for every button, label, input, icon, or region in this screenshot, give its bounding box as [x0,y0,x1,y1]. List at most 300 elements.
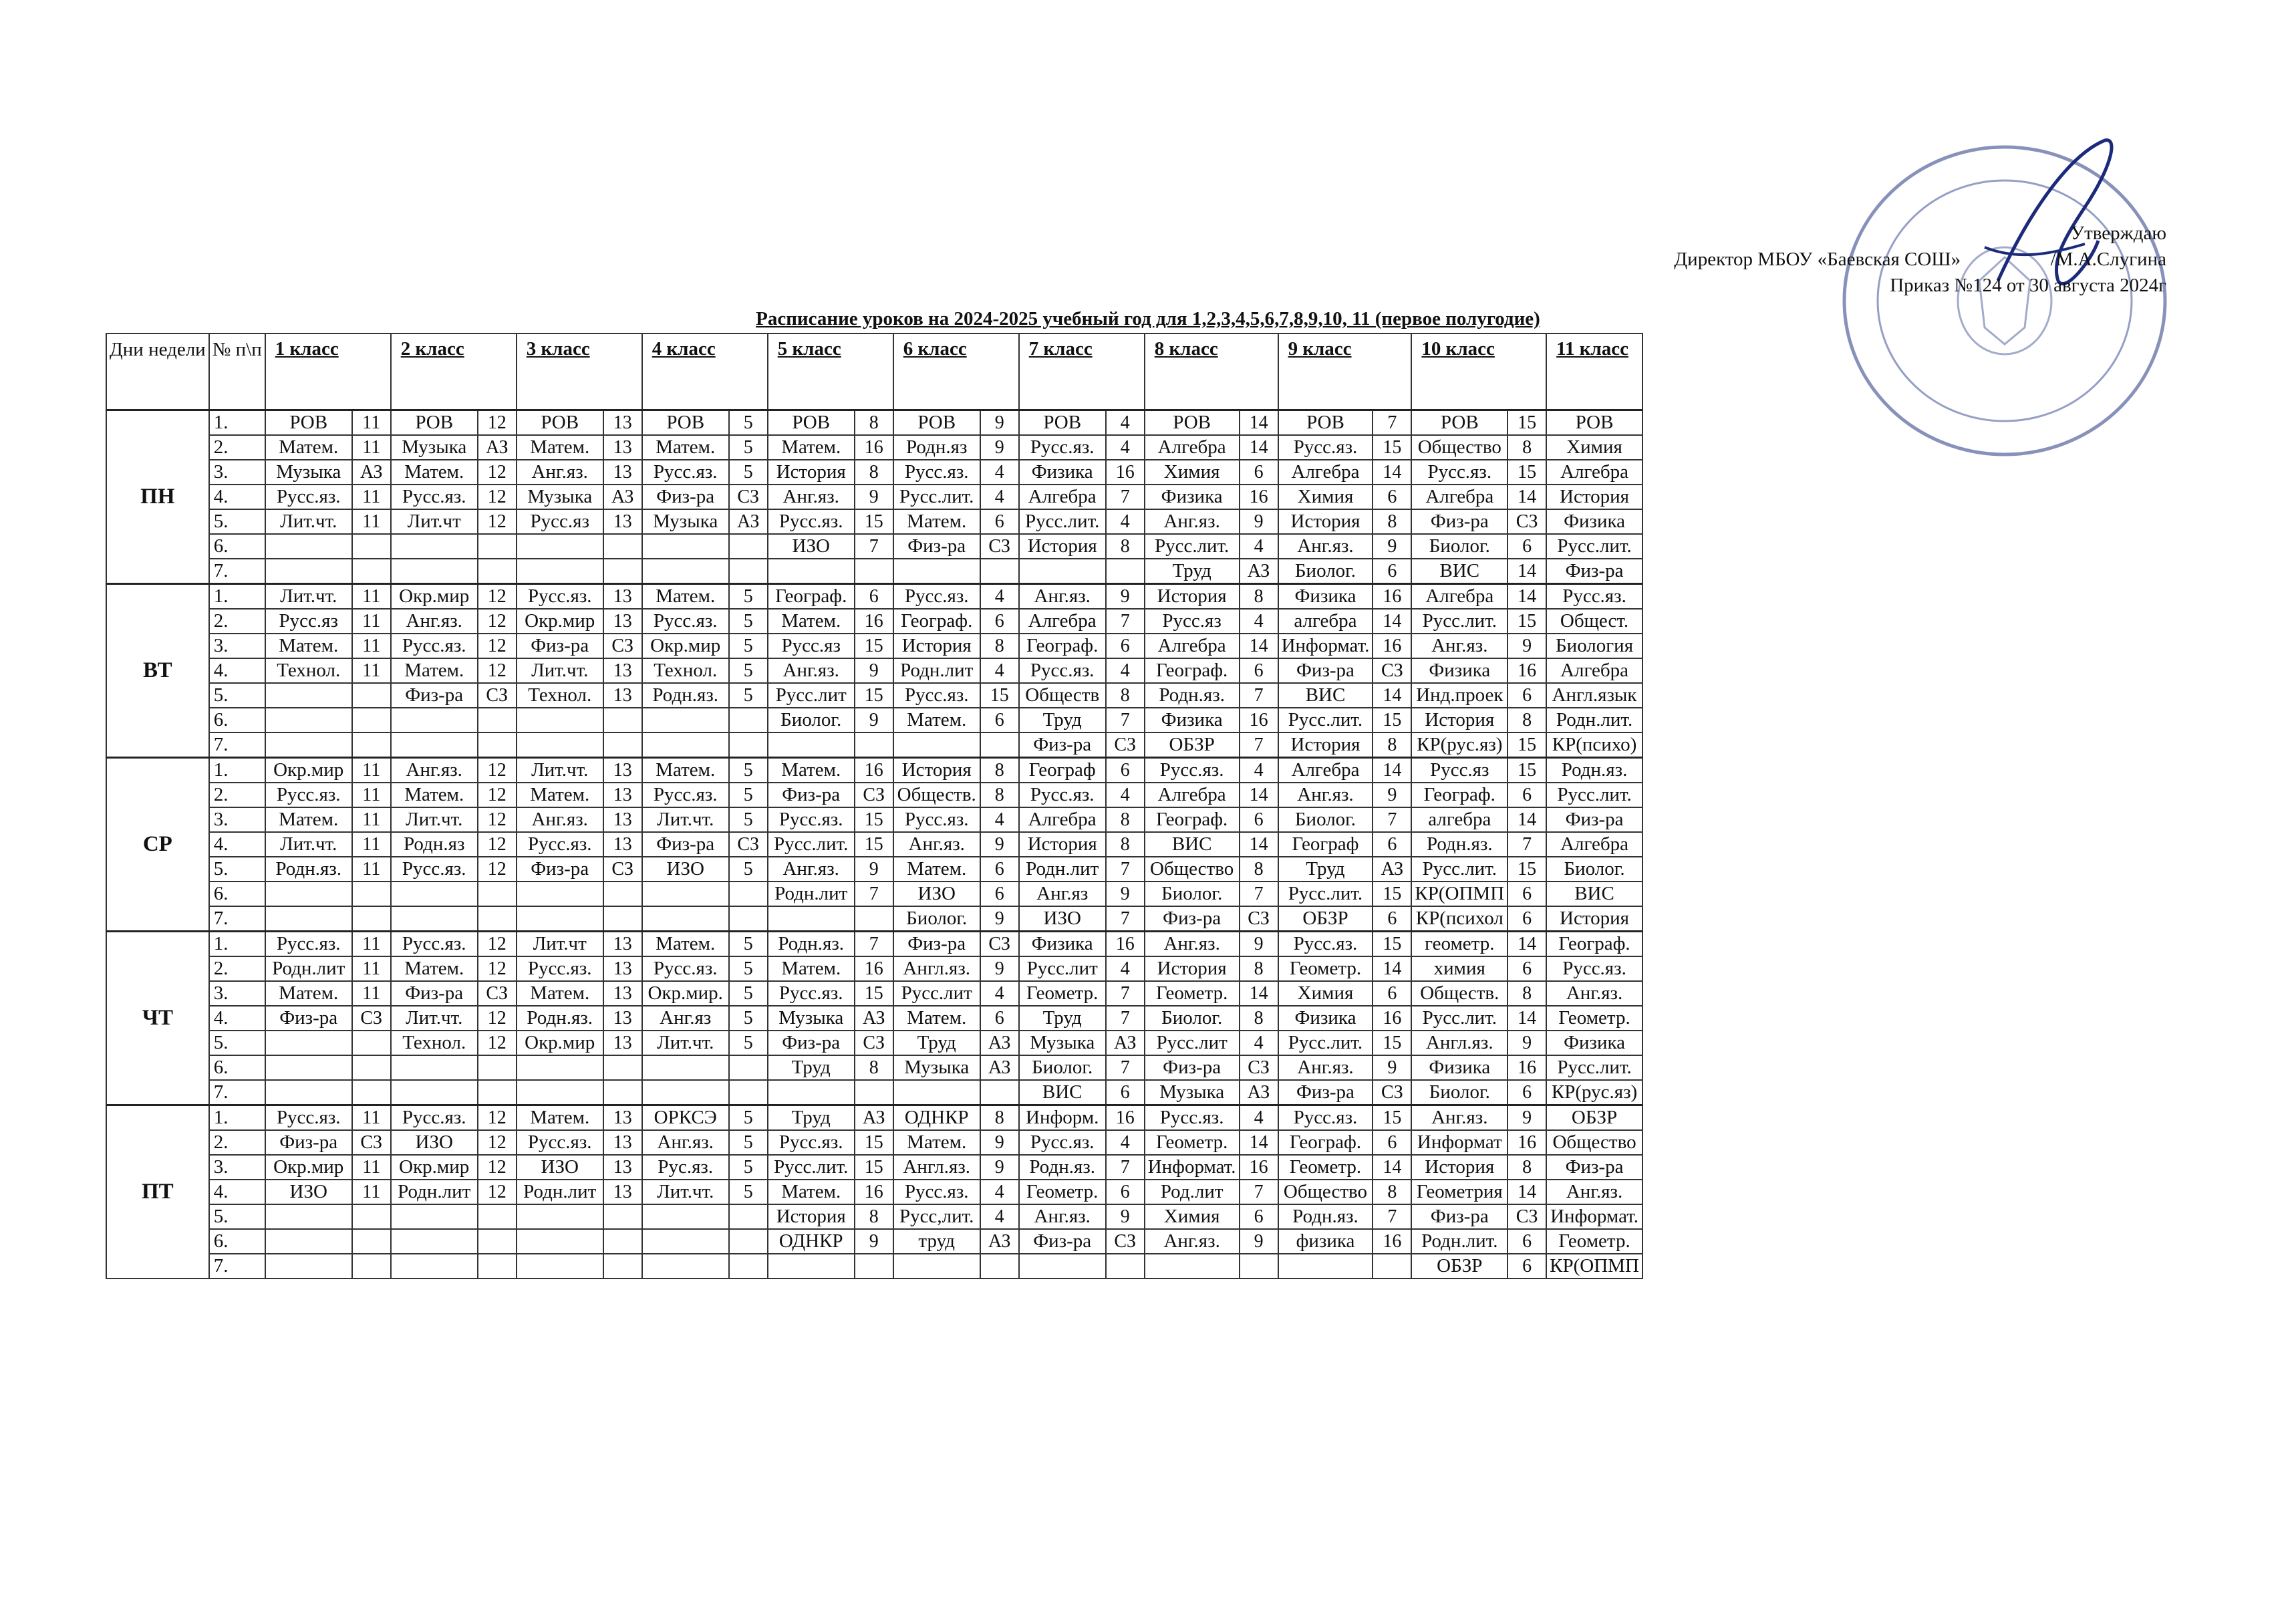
lesson-row [106,1006,1642,1031]
room-cell [352,1080,391,1105]
room-cell [603,732,642,758]
room-cell: 7 [1106,981,1145,1006]
subject-cell [768,732,855,758]
subject-cell: Русс.яз. [768,1130,855,1155]
lesson-row [106,509,1642,534]
room-cell: 8 [1240,1006,1278,1031]
room-cell: 14 [1508,1006,1546,1031]
room-cell: 14 [1508,485,1546,509]
subject-cell: ВИС [1019,1080,1106,1105]
room-cell: 12 [478,634,517,658]
subject-cell [642,906,729,932]
subject-cell: Матем. [642,435,729,460]
room-cell: 12 [478,932,517,957]
room-cell: 16 [855,956,893,981]
subject-cell: Музыка [1145,1080,1240,1105]
subject-cell: Родн.яз. [1278,1204,1373,1229]
subject-cell [517,1204,603,1229]
subject-cell: ОБЗР [1278,906,1373,932]
room-cell: 15 [1373,882,1411,906]
room-cell: 5 [729,634,768,658]
room-cell: 9 [1240,932,1278,957]
room-cell: СЗ [855,783,893,807]
subject-cell [642,1080,729,1105]
room-cell: 9 [1240,1229,1278,1254]
room-cell: 4 [1106,435,1145,460]
subject-cell: Алгебра [1546,460,1642,485]
subject-cell [893,1080,980,1105]
room-cell: 9 [855,485,893,509]
subject-cell: Окр.мир [517,1031,603,1055]
subject-cell: ИЗО [1019,906,1106,932]
subject-cell: ИЗО [391,1130,478,1155]
subject-cell: ВИС [1411,559,1508,584]
subject-cell: Физ-ра [1019,1229,1106,1254]
room-cell: 16 [1373,1229,1411,1254]
room-cell: АЗ [980,1031,1019,1055]
header-row [106,333,1642,410]
room-cell: 12 [478,1105,517,1131]
subject-cell: Русс,лит. [893,1204,980,1229]
class-header: 10 класс [1411,333,1546,410]
subject-cell: Русс.лит. [1546,534,1642,559]
room-cell: АЗ [352,460,391,485]
room-cell: 14 [1240,1130,1278,1155]
subject-cell [642,1254,729,1279]
room-cell: 11 [352,1105,391,1131]
subject-cell: Биолог. [768,708,855,732]
subject-cell: Алгебра [1546,832,1642,857]
room-cell [729,1055,768,1080]
room-cell: 9 [1373,783,1411,807]
subject-cell: Физ-ра [265,1006,352,1031]
subject-cell: Русс.яз. [517,956,603,981]
subject-cell: Окр.мир [265,758,352,783]
lesson-row [106,906,1642,932]
subject-cell: ВИС [1546,882,1642,906]
room-cell: 9 [1508,1031,1546,1055]
subject-cell [642,559,729,584]
lesson-row [106,1229,1642,1254]
subject-cell: ОДНКР [768,1229,855,1254]
subject-cell: Музыка [768,1006,855,1031]
room-cell: 14 [1373,956,1411,981]
subject-cell: История [893,634,980,658]
room-cell: 8 [980,758,1019,783]
subject-cell: Технол. [517,683,603,708]
subject-cell [642,708,729,732]
room-cell: 5 [729,410,768,436]
room-cell: 11 [352,584,391,610]
subject-cell [893,732,980,758]
room-cell: 16 [1508,658,1546,683]
subject-cell: История [893,758,980,783]
room-cell: 12 [478,1006,517,1031]
col-num: № п\п [209,333,265,410]
room-cell: 13 [603,683,642,708]
subject-cell: Труд [768,1055,855,1080]
subject-cell [517,906,603,932]
subject-cell: Матем. [893,509,980,534]
subject-cell: Анг.яз. [1278,534,1373,559]
lesson-number: 7. [209,1080,265,1105]
lesson-number: 3. [209,1155,265,1180]
room-cell: 16 [1106,1105,1145,1131]
subject-cell: Биология [1546,634,1642,658]
room-cell: 5 [729,981,768,1006]
room-cell: 6 [1240,460,1278,485]
room-cell [478,1080,517,1105]
subject-cell [265,906,352,932]
subject-cell: Матем. [893,857,980,882]
room-cell [603,1254,642,1279]
subject-cell: Музыка [642,509,729,534]
subject-cell: Русс.лит. [1411,1006,1508,1031]
room-cell: 13 [603,832,642,857]
subject-cell: Физика [1145,708,1240,732]
subject-cell: Обществ. [893,783,980,807]
room-cell: 13 [603,435,642,460]
room-cell: 8 [855,460,893,485]
room-cell: 13 [603,1006,642,1031]
room-cell: СЗ [1240,1055,1278,1080]
room-cell: 14 [1508,932,1546,957]
room-cell: 14 [1373,609,1411,634]
subject-cell: Русс.яз. [893,1180,980,1204]
lesson-number: 5. [209,509,265,534]
subject-cell: Физика [1411,1055,1508,1080]
room-cell: 5 [729,1105,768,1131]
room-cell: 7 [1106,1155,1145,1180]
room-cell: 8 [855,410,893,436]
room-cell: 4 [980,1204,1019,1229]
subject-cell: Матем. [517,783,603,807]
room-cell: 13 [603,932,642,957]
subject-cell [517,708,603,732]
subject-cell: КР(рус.яз) [1411,732,1508,758]
subject-cell: Географ [1019,758,1106,783]
room-cell [603,559,642,584]
subject-cell: Матем. [768,1180,855,1204]
room-cell: 16 [1508,1055,1546,1080]
room-cell: 13 [603,609,642,634]
subject-cell: Окр.мир [517,609,603,634]
room-cell [1106,559,1145,584]
subject-cell: Географ [1278,832,1373,857]
subject-cell: ОБЗР [1145,732,1240,758]
subject-cell: Геометр. [1546,1006,1642,1031]
subject-cell [391,1254,478,1279]
subject-cell: Родн.яз. [768,932,855,957]
room-cell [855,906,893,932]
class-header: 9 класс [1278,333,1412,410]
room-cell [478,708,517,732]
subject-cell: Труд [768,1105,855,1131]
subject-cell [391,559,478,584]
lesson-number: 2. [209,1130,265,1155]
lesson-number: 1. [209,758,265,783]
room-cell: 13 [603,783,642,807]
lesson-row [106,1105,1642,1131]
subject-cell [893,559,980,584]
room-cell: 6 [1106,1080,1145,1105]
subject-cell: Физ-ра [1546,807,1642,832]
room-cell: 4 [980,1180,1019,1204]
room-cell: 8 [1508,981,1546,1006]
subject-cell: Алгебра [1411,485,1508,509]
subject-cell: Русс.яз. [1278,932,1373,957]
room-cell: 6 [980,857,1019,882]
subject-cell: Родн.лит [1019,857,1106,882]
subject-cell [391,1055,478,1080]
class-header: 3 класс [517,333,642,410]
subject-cell: Физ-ра [391,981,478,1006]
room-cell: 6 [980,708,1019,732]
room-cell: СЗ [1373,658,1411,683]
subject-cell: Матем. [517,981,603,1006]
room-cell: 13 [603,1031,642,1055]
subject-cell: Географ. [1145,658,1240,683]
subject-cell: Русс.яз. [1019,1130,1106,1155]
room-cell: 6 [1373,485,1411,509]
room-cell: 7 [1106,1006,1145,1031]
subject-cell: Матем. [517,1105,603,1131]
lesson-number: 2. [209,435,265,460]
subject-cell: ИЗО [768,534,855,559]
lesson-number: 5. [209,857,265,882]
subject-cell: Русс.яз. [391,857,478,882]
subject-cell [265,559,352,584]
room-cell: 9 [1106,1204,1145,1229]
subject-cell: Русс.яз. [768,981,855,1006]
room-cell: 13 [603,1105,642,1131]
subject-cell: ИЗО [642,857,729,882]
subject-cell [265,1254,352,1279]
subject-cell: Русс.яз. [893,807,980,832]
subject-cell: Лит.чт. [265,509,352,534]
lesson-number: 6. [209,882,265,906]
room-cell: 5 [729,584,768,610]
subject-cell: Русс.яз. [1278,435,1373,460]
subject-cell: Русс.яз. [265,932,352,957]
room-cell: 7 [855,882,893,906]
subject-cell: Русс.яз. [893,460,980,485]
room-cell [478,906,517,932]
day-label: ПТ [106,1105,209,1279]
room-cell: 11 [352,485,391,509]
subject-cell: Русс.яз. [768,509,855,534]
room-cell: 12 [478,956,517,981]
room-cell: СЗ [1508,1204,1546,1229]
room-cell: 12 [478,584,517,610]
subject-cell: Русс.лит. [1411,609,1508,634]
subject-cell: Окр.мир [391,584,478,610]
subject-cell: Общество [1145,857,1240,882]
room-cell: 8 [1508,708,1546,732]
room-cell: СЗ [1106,1229,1145,1254]
room-cell: 9 [980,832,1019,857]
subject-cell: Обществ. [1411,981,1508,1006]
subject-cell: Физика [1546,1031,1642,1055]
room-cell: 9 [855,708,893,732]
room-cell: 14 [1508,584,1546,610]
lesson-number: 5. [209,1204,265,1229]
subject-cell: Русс.яз. [391,932,478,957]
room-cell: 9 [1240,509,1278,534]
room-cell: 9 [980,906,1019,932]
schedule-title: Расписание уроков на 2024-2025 учебный год для 1,2,3,4,5,6,7,8,9,10, 11 (первое полугодие) [756,308,1540,329]
subject-cell: Геометрия [1411,1180,1508,1204]
subject-cell: Русс.яз. [642,609,729,634]
room-cell: 15 [980,683,1019,708]
room-cell [729,1080,768,1105]
subject-cell: Англ.яз. [1411,1031,1508,1055]
subject-cell: Русс.лит. [1145,534,1240,559]
subject-cell: Анг.яз. [1278,1055,1373,1080]
subject-cell: ОБЗР [1411,1254,1508,1279]
room-cell: СЗ [1240,906,1278,932]
room-cell: 6 [1508,906,1546,932]
room-cell: 5 [729,1006,768,1031]
room-cell: 15 [855,509,893,534]
room-cell: 13 [603,1130,642,1155]
lesson-row [106,1130,1642,1155]
subject-cell: Географ. [893,609,980,634]
subject-cell: Музыка [1019,1031,1106,1055]
room-cell: 8 [980,1105,1019,1131]
room-cell: 13 [603,956,642,981]
subject-cell: Алгебра [1145,634,1240,658]
room-cell: 15 [855,981,893,1006]
room-cell: 9 [855,658,893,683]
room-cell: 12 [478,832,517,857]
subject-cell: Биолог. [1546,857,1642,882]
room-cell: 4 [1240,609,1278,634]
room-cell [603,1055,642,1080]
subject-cell: История [1546,906,1642,932]
room-cell: 14 [1508,1180,1546,1204]
subject-cell: Геометр. [1278,956,1373,981]
room-cell: 7 [1240,683,1278,708]
room-cell: 5 [729,1155,768,1180]
subject-cell: Физ-ра [1278,658,1373,683]
subject-cell: РОВ [642,410,729,436]
subject-cell: Анг.яз. [1145,1229,1240,1254]
room-cell: 6 [1508,882,1546,906]
subject-cell: Географ. [1019,634,1106,658]
room-cell [1373,1254,1411,1279]
subject-cell: РОВ [1019,410,1106,436]
room-cell [352,882,391,906]
subject-cell: Алгебра [1411,584,1508,610]
lesson-number: 6. [209,1055,265,1080]
subject-cell: Англ.яз. [893,1155,980,1180]
room-cell [603,1229,642,1254]
room-cell: 15 [1373,435,1411,460]
room-cell [478,1204,517,1229]
subject-cell: РОВ [1145,410,1240,436]
subject-cell: РОВ [768,410,855,436]
subject-cell: Матем. [391,658,478,683]
subject-cell: Матем. [642,758,729,783]
subject-cell: Русс.лит [768,683,855,708]
subject-cell: Родн.яз [391,832,478,857]
room-cell: 12 [478,857,517,882]
lesson-row [106,435,1642,460]
subject-cell: Анг.яз. [517,460,603,485]
room-cell: 5 [729,1130,768,1155]
subject-cell: ОДНКР [893,1105,980,1131]
room-cell: СЗ [729,832,768,857]
subject-cell: Обществ [1019,683,1106,708]
subject-cell: Физ-ра [1278,1080,1373,1105]
subject-cell: Род.лит [1145,1180,1240,1204]
subject-cell: Анг.яз. [517,807,603,832]
lesson-number: 1. [209,1105,265,1131]
subject-cell: Географ. [1278,1130,1373,1155]
class-header: 7 класс [1019,333,1145,410]
lesson-row [106,1254,1642,1279]
subject-cell: Физ-ра [768,783,855,807]
subject-cell: Геометр. [1019,981,1106,1006]
room-cell: 7 [1373,410,1411,436]
subject-cell: Музыка [391,435,478,460]
room-cell: 6 [1373,832,1411,857]
room-cell [729,559,768,584]
day-label: СР [106,758,209,932]
subject-cell: Анг.яз. [768,857,855,882]
subject-cell [1019,1254,1106,1279]
lesson-row [106,410,1642,436]
subject-cell: Труд [1019,1006,1106,1031]
subject-cell: Англ.язык [1546,683,1642,708]
subject-cell: Анг.яз. [1278,783,1373,807]
subject-cell: Анг.яз. [1411,1105,1508,1131]
room-cell [352,732,391,758]
subject-cell: Анг.яз [1019,882,1106,906]
room-cell: АЗ [478,435,517,460]
subject-cell: История [1019,832,1106,857]
subject-cell: ИЗО [893,882,980,906]
subject-cell: Лит.чт. [265,832,352,857]
room-cell: 7 [855,932,893,957]
room-cell: АЗ [1240,559,1278,584]
room-cell [352,1204,391,1229]
room-cell: 13 [603,584,642,610]
subject-cell: Технол. [265,658,352,683]
subject-cell [768,1254,855,1279]
room-cell: 16 [1106,932,1145,957]
room-cell: 5 [729,932,768,957]
room-cell: 5 [729,783,768,807]
subject-cell [265,1204,352,1229]
subject-cell: Англ.яз. [893,956,980,981]
room-cell: СЗ [1508,509,1546,534]
room-cell [352,683,391,708]
room-cell: 9 [1106,584,1145,610]
room-cell: 16 [1240,1155,1278,1180]
room-cell: 14 [1240,832,1278,857]
room-cell: 6 [1508,534,1546,559]
subject-cell: Русс.яз. [893,584,980,610]
lesson-row [106,1204,1642,1229]
lesson-row [106,683,1642,708]
room-cell: 7 [1106,906,1145,932]
class-header: 11 класс [1546,333,1642,410]
room-cell: АЗ [855,1105,893,1131]
subject-cell: КР(психо) [1546,732,1642,758]
room-cell: 12 [478,509,517,534]
